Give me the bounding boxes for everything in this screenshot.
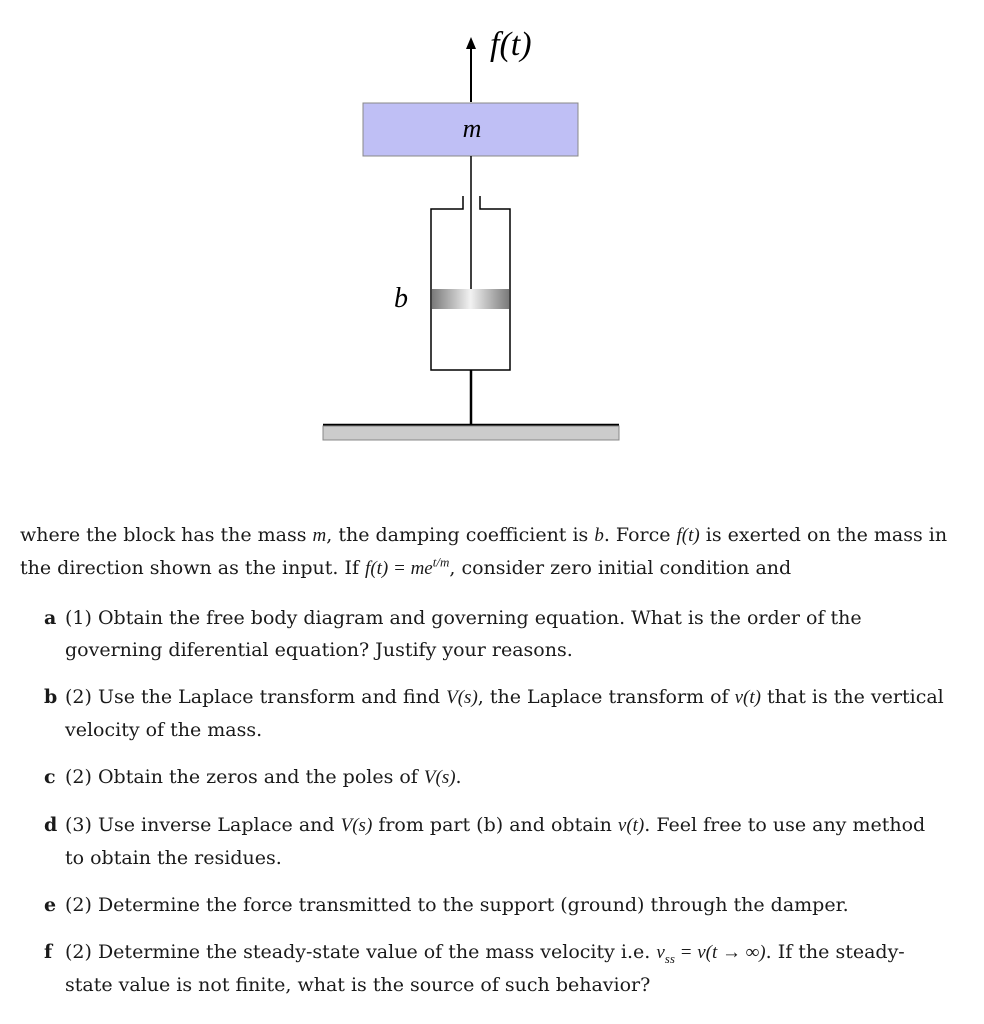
mass-damper-figure: [0, 0, 984, 470]
damper-piston: [432, 289, 509, 309]
question-f: f (2) Determine the steady-state value of the mass velocity i.e. $v_{ss} = v(t$ → ∞). If the steady-state value is not finite, what is the source of such behavior?: [44, 941, 905, 996]
question-b: b (2) Use the Laplace transform and find V(s), the Laplace transform of v(t) that is the vertical velocity of the mass.: [44, 686, 944, 741]
question-e: e (2) Determine the force transmitted to the support (ground) through the damper.: [44, 894, 849, 916]
mass-label: m: [462, 114, 482, 143]
question-c: c (2) Obtain the zeros and the poles of V(s).: [44, 766, 462, 788]
question-a: a (1) Obtain the free body diagram and governing equation. What is the order of the governing diferential equation? Justify your reasons.: [44, 607, 862, 661]
force-label: f(t): [490, 26, 532, 63]
damper-label: b: [394, 283, 408, 314]
question-list: [44, 602, 944, 1016]
question-d: d (3) Use inverse Laplace and V(s) from part (b) and obtain v(t). Feel free to use any method to obtain the residues.: [44, 814, 926, 869]
force-arrow: [466, 37, 476, 102]
ground-support: [323, 426, 619, 440]
problem-intro: where the block has the mass m, the damping coefficient is b. Force f(t) is exerted on the mass in the direction shown as the input. If $f(t) = me^{t/m}$, consider zero initial condition and: [20, 524, 948, 579]
